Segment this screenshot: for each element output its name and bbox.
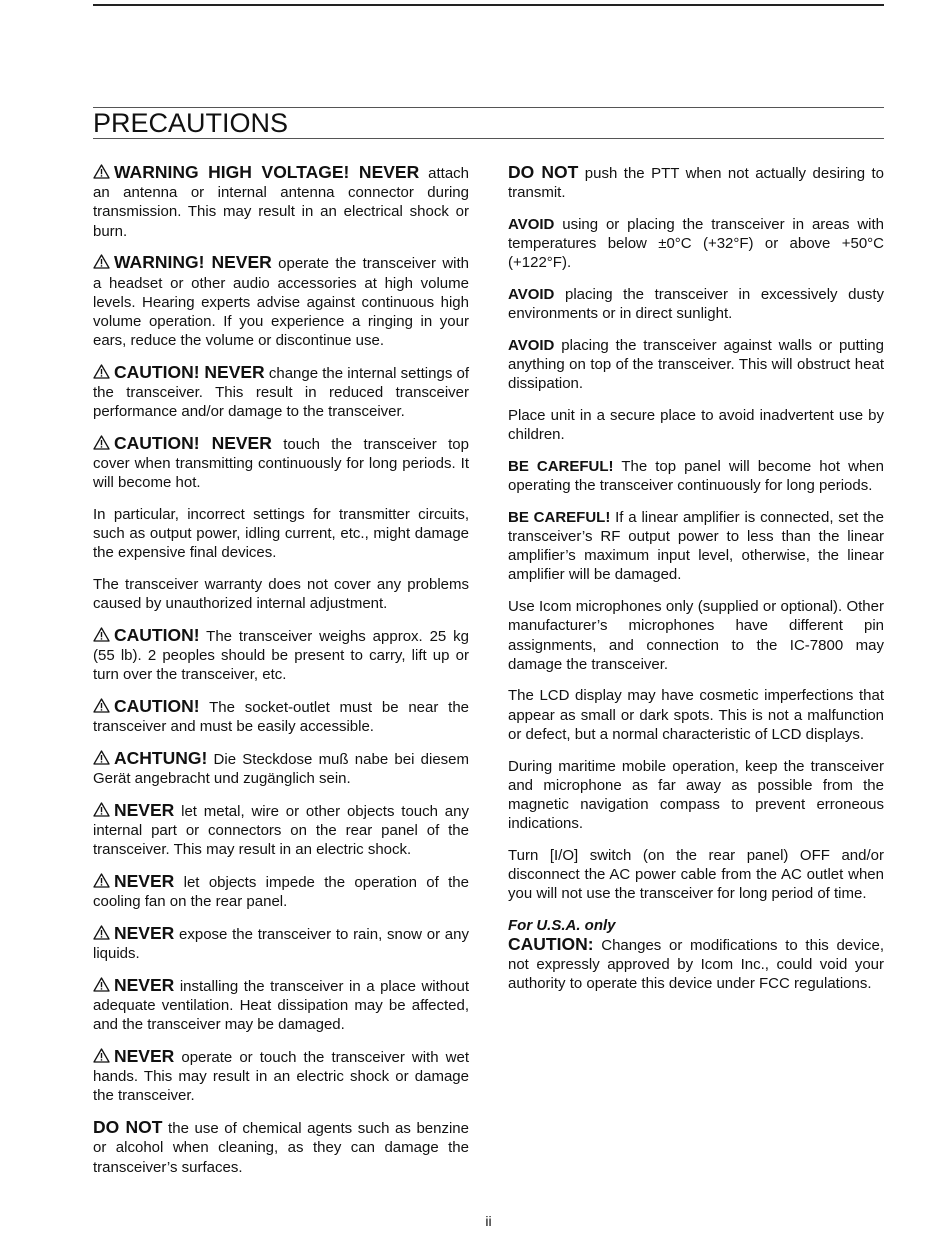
precaution-text: let objects impede the operation of the cooling fan on the rear panel.	[93, 874, 469, 911]
warning-triangle-icon	[93, 698, 110, 713]
precaution-lead: AVOID	[508, 215, 555, 233]
precaution-lead: CAUTION! NEVER	[114, 361, 265, 382]
precaution-text: change the internal settings of the transceiver. This result in reduced transceiver performance and/or damage to the transceiver.	[93, 364, 470, 421]
precaution-paragraph	[93, 801, 469, 860]
precaution-text: Die Steckdose muß nabe bei diesem Gerät angebracht und zugänglich sein.	[93, 751, 469, 788]
precaution-paragraph	[93, 924, 469, 963]
precaution-lead: NEVER	[114, 923, 175, 943]
precaution-text: operate or touch the transceiver with wet hands. This may result in an electric shock or damage the transceiver.	[93, 1049, 469, 1105]
precaution-lead: DO NOT	[93, 1117, 163, 1138]
precaution-lead: NEVER	[114, 974, 175, 995]
precaution-lead: CAUTION! NEVER	[114, 432, 272, 453]
precaution-text: let metal, wire or other objects touch any internal part or connectors on the rear panel of the transceiver. This may result in an electric shock.	[93, 802, 469, 859]
precaution-paragraph	[508, 406, 884, 444]
usa-note-text: Changes or modifications to this device, not expressly approved by Icom Inc., could void your authority to operate this device under FCC regulations.	[508, 937, 884, 993]
precaution-paragraph	[93, 363, 469, 422]
usa-note-heading: For U.S.A. only	[508, 917, 616, 934]
warning-triangle-icon	[93, 435, 110, 450]
precaution-lead: WARNING! NEVER	[114, 252, 272, 273]
precaution-paragraph	[93, 434, 469, 493]
page-number: ii	[485, 1213, 492, 1229]
precaution-text: During maritime mobile operation, keep the transceiver and microphone as far away as possible from the magnetic navigation compass to prevent erroneous indications.	[508, 757, 884, 833]
precaution-text: In particular, incorrect settings for transmitter circuits, such as output power, idling current, etc., might damage the expensive final devices.	[93, 506, 469, 562]
precaution-paragraph	[508, 597, 884, 674]
precaution-paragraph	[508, 163, 884, 202]
precaution-text: placing the transceiver in excessively dusty environments or in direct sunlight.	[508, 286, 884, 323]
precaution-text: The top panel will become hot when operating the transceiver continuously for long periods.	[508, 457, 884, 495]
precaution-text: installing the transceiver in a place without adequate ventilation. Heat dissipation may be affected, and the transceiver may be damaged.	[93, 977, 469, 1034]
precaution-lead: CAUTION!	[114, 696, 200, 717]
precaution-lead: AVOID	[508, 336, 555, 354]
precaution-text: The LCD display may have cosmetic imperfections that appear as small or dark spots. This is not a malfunction or defect, but a normal characteristic of LCD displays.	[508, 687, 884, 743]
precaution-text: placing the transceiver against walls or putting anything on top of the transceiver. This will obstruct heat dissipation.	[508, 336, 884, 393]
precaution-paragraph	[508, 285, 884, 323]
warning-triangle-icon	[93, 802, 110, 817]
warning-triangle-icon	[93, 164, 110, 179]
warning-triangle-icon	[93, 627, 110, 642]
precaution-paragraph	[93, 575, 469, 613]
warning-triangle-icon	[93, 1048, 110, 1063]
precaution-paragraph	[508, 757, 884, 834]
title-rule-bottom	[93, 138, 884, 139]
precaution-paragraph	[508, 336, 884, 394]
precaution-paragraph	[508, 846, 884, 904]
precaution-lead: DO NOT	[508, 162, 579, 182]
precaution-paragraph	[93, 697, 469, 736]
precaution-paragraph	[508, 457, 884, 495]
precaution-paragraph	[508, 215, 884, 273]
precaution-paragraph	[93, 872, 469, 911]
precaution-paragraph	[93, 749, 469, 788]
precaution-text: Turn [I/O] switch (on the rear panel) OFF and/or disconnect the AC power cable from the AC outlet when you will not use the transceiver for long period of time.	[508, 846, 884, 903]
precaution-text: expose the transceiver to rain, snow or any liquids.	[93, 926, 469, 963]
precaution-text: the use of chemical agents such as benzine or alcohol when cleaning, as they can damage the transceiver’s surfaces.	[93, 1120, 469, 1176]
precaution-lead: NEVER	[114, 799, 175, 820]
precaution-paragraph	[93, 1118, 469, 1177]
precaution-lead: NEVER	[114, 871, 175, 892]
top-rule	[93, 4, 884, 6]
precaution-paragraph	[93, 976, 469, 1035]
precaution-paragraph	[93, 505, 469, 563]
precaution-lead: ACHTUNG!	[114, 748, 208, 769]
warning-triangle-icon	[93, 750, 110, 765]
precaution-text: push the PTT when not actually desiring to transmit.	[508, 165, 884, 202]
precaution-paragraph	[508, 508, 884, 585]
warning-triangle-icon	[93, 364, 110, 379]
precaution-text: The transceiver weighs approx. 25 kg (55 lb). 2 peoples should be present to carry, lift up or turn over the transceiver, etc.	[93, 628, 469, 684]
page-title: PRECAUTIONS	[93, 108, 289, 138]
precaution-lead: CAUTION!	[114, 625, 200, 646]
precaution-text: The socket-outlet must be near the transceiver and must be easily accessible.	[93, 699, 469, 736]
precaution-text: If a linear amplifier is connected, set the transceiver’s RF output power to less than the linear amplifier’s maximum input level, otherwise, the linear amplifier will be damaged.	[508, 508, 884, 584]
precaution-paragraph	[93, 626, 469, 685]
warning-triangle-icon	[93, 925, 110, 940]
precaution-lead: BE CAREFUL!	[508, 508, 611, 526]
precaution-text: attach an antenna or internal antenna connector during transmission. This may result in an electrical shock or burn.	[93, 165, 469, 240]
warning-triangle-icon	[93, 977, 110, 992]
precaution-paragraph	[508, 686, 884, 744]
precaution-lead: NEVER	[114, 1046, 175, 1067]
warning-triangle-icon	[93, 254, 110, 269]
precaution-text: touch the transceiver top cover when transmitting continuously for long periods. It will become hot.	[93, 435, 469, 492]
left-column	[93, 163, 469, 1189]
precaution-lead: BE CAREFUL!	[508, 457, 614, 475]
usa-note-lead: CAUTION:	[508, 934, 594, 954]
precaution-text: using or placing the transceiver in areas with temperatures below ±0°C (+32°F) or above +50°C (+122°F).	[508, 215, 884, 272]
precaution-lead: AVOID	[508, 286, 555, 304]
precaution-paragraph	[93, 1047, 469, 1106]
precaution-text: operate the transceiver with a headset or other audio accessories at high volume levels. Hearing experts advise against continuous high volume operation. If you experience a ringing in your ears, reduce the volume or discontinue use.	[93, 255, 469, 350]
precaution-text: The transceiver warranty does not cover any problems caused by unauthorized internal adjustment.	[93, 576, 469, 613]
precaution-paragraph	[93, 253, 469, 350]
precaution-paragraph	[93, 163, 469, 241]
precaution-lead: WARNING HIGH VOLTAGE! NEVER	[114, 162, 420, 182]
precaution-text: Use Icom microphones only (supplied or optional). Other manufacturer’s microphones have different pin assignments, and connection to the IC-7800 may damage the transceiver.	[508, 598, 884, 673]
precaution-text: Place unit in a secure place to avoid inadvertent use by children.	[508, 407, 884, 444]
right-column	[508, 163, 884, 1006]
warning-triangle-icon	[93, 873, 110, 888]
usa-note-paragraph	[508, 935, 884, 994]
